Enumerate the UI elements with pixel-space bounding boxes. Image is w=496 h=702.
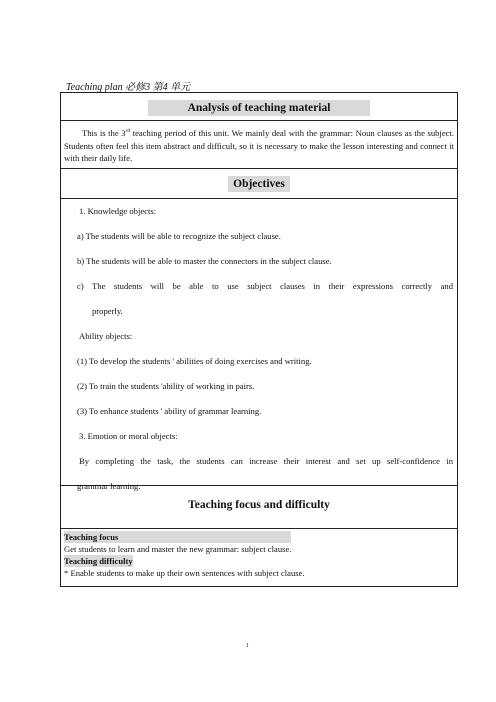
objective-item: By completing the task, the students can increase their interest and set up self-confidence in [79,456,453,466]
focus-label: Teaching focus [64,531,291,543]
objectives-heading-row [61,169,458,199]
objective-item: (2) To train the students 'ability of working in pairs. [77,381,255,391]
objective-item: properly. [92,306,123,316]
objectives-heading: Objectives [228,176,290,192]
focus-body-row [61,529,458,587]
document-title: Teaching plan 必修3 第4 单元 [66,82,191,93]
analysis-heading: Analysis of teaching material [148,100,370,116]
difficulty-text: * Enable students to make up their own sentences with subject clause. [64,568,305,578]
focus-body [61,529,457,579]
objective-item: a) The students will be able to recognize the subject clause. [77,231,281,241]
objective-item: grammar learning. [77,481,141,491]
teaching-plan-table [60,92,458,587]
analysis-heading-row [61,93,458,121]
objective-item: b) The students will be able to master the connectors in the subject clause. [77,256,332,266]
objective-item: (1) To develop the students ' abilities of doing exercises and writing. [77,356,312,366]
analysis-body: This is the 3rd teaching period of this unit. We mainly deal with the grammar: Noun clauses as the subject. Students often feel this item abstract and difficult, so it is necessary to make the lesson interesting and connect it with their daily life. [64,127,454,164]
page-number: 1 [246,643,249,649]
objective-item: Ability objects: [79,331,133,341]
objective-item: 3. Emotion or moral objects: [79,431,178,441]
objectives-body-row [61,199,458,486]
objective-item: 1. Knowledge objects: [79,206,157,216]
focus-text: Get students to learn and master the new grammar: subject clause. [64,544,292,554]
objective-item: (3) To enhance students ' ability of grammar learning. [77,406,262,416]
focus-heading: Teaching focus and difficulty [188,499,330,511]
objective-item: c) The students will be able to use subject clauses in their expressions correctly and [77,281,453,291]
difficulty-label: Teaching difficulty [64,556,133,566]
analysis-body-row [61,121,458,169]
